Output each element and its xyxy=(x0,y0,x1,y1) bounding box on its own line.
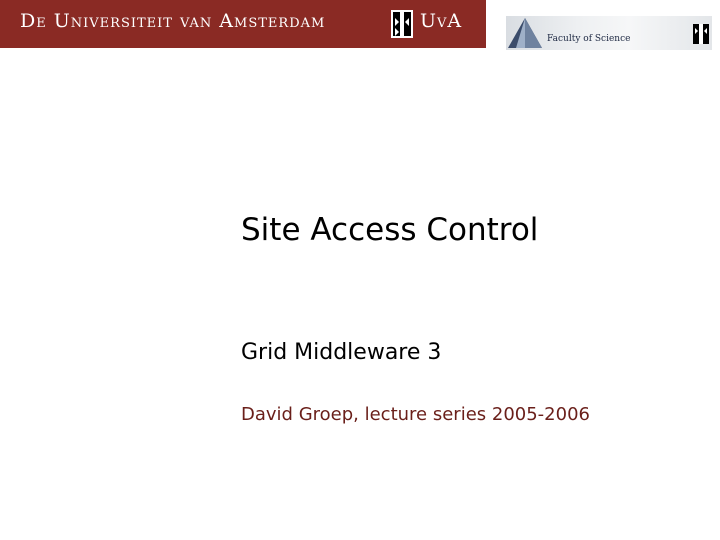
university-abbreviation: UvA xyxy=(420,10,463,32)
author-line: David Groep, lecture series 2005-2006 xyxy=(241,404,590,425)
faculty-banner xyxy=(506,16,712,50)
slide-subtitle: Grid Middleware 3 xyxy=(241,340,442,365)
faculty-crest-icon xyxy=(693,24,709,44)
slide-title: Site Access Control xyxy=(241,212,539,248)
uva-crest-icon xyxy=(391,10,413,38)
university-header-band xyxy=(0,0,486,48)
university-name: De Universiteit van Amsterdam xyxy=(20,10,326,32)
faculty-name: Faculty of Science xyxy=(547,34,631,44)
pyramid-logo-icon xyxy=(506,16,544,50)
